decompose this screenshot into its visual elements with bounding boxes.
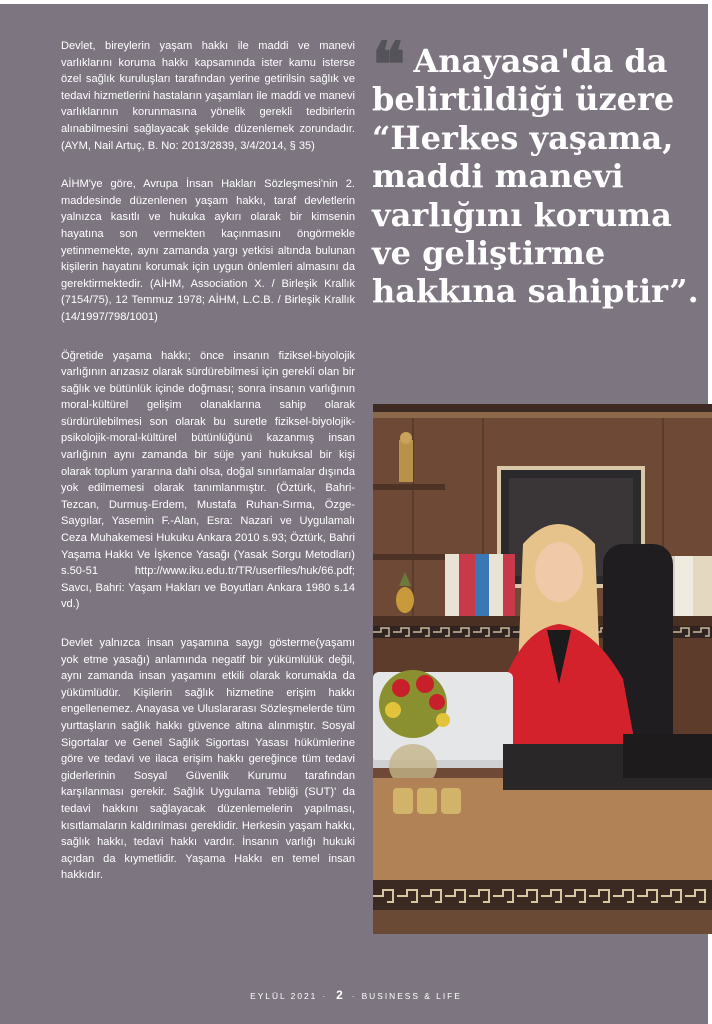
paragraph-2: AİHM'ye göre, Avrupa İnsan Hakları Sözleşmesi'nin 2. maddesinde düzenlenen yaşam hakkı, taraf devletlerin yalnızca kasıtlı ve hukuka aykırı olarak bir kimsenin hayatına son vermekten kaçınmasını öngörmekle yetinmemekte, aynı zamanda yargı yetkisi altında bulunan kişilerin hayatını korumak için uygun önlemleri almasını da gerektirmektedir. (AİHM, Association X. / Birleşik Krallık (7154/75), 12 Temmuz 1978; AİHM, L.C.B. / Birleşik Krallık (14/1997/798/1001) [61,178,355,323]
paragraph-1: Devlet, bireylerin yaşam hakkı ile maddi ve manevi varlıklarını koruma hakkı kapsamında ister kamu isterse özel sağlık kuruluşları tarafından yerine getirilsin sağlık ve tedavi hizmetlerini hastaların yaşamları ile maddi ve manevi varlıklarının korunmasına yönelik gerekli tedbirlerin alınabilmesini sağlayacak şekilde düzenlemek zorundadır. (AYM, Nail Artuç, B. No: 2013/2839, 3/4/2014, § 35) [61,40,355,152]
top-margin [0,0,712,4]
page-footer [0,988,712,1002]
footer-magazine: BUSINESS & LIFE [361,991,462,1001]
pull-quote-text: Anayasa'da da belirtildiği üzere “Herkes yaşama, maddi manevi varlığını koruma ve geliştirme hakkına sahiptir”. [372,42,699,311]
article-body [61,38,355,906]
paragraph-3: Öğretide yaşama hakkı; önce insanın fiziksel-biyolojik varlığının arızasız olarak sürdürebilmesi için gerekli olan bir sağlık ve bütünlük içinde doğması; sonra insanın varlığının moral-kültürel gelişim olanaklarına sahip olarak sürdürülebilmesi son olarak bu suretle fiziksel-biyolojik-psikolojik-moral-kültürel bütünlüğünü kazanmış insan varlığının aynı zamanda bir süje yani hukuksal bir kişi olarak toplum yararına dahi olsa, doğal sınırlamalar dışında yok edilmemesi olarak tanımlanmıştır. (Öztürk, Bahri-Tezcan, Durmuş-Erdem, Mustafa Ruhan-Sırma, Özge-Saygılar, Yasemin F.-Alan, Esra: Nazari ve Uygulamalı Ceza Muhakemesi Hukuku Ankara 2010 s.93; Öztürk, Bahri Yaşama Hakkı Ve İşkence Yasağı (Yasak Sorgu Metodları) s.50-51 http://www.iku.edu.tr/TR/userfiles/huk/66.pdf; Savcı, Bahri: Yaşam Hakları ve Boyutları Ankara 1980 s.14 vd.) [61,349,355,611]
footer-dot-icon: · [322,991,328,1001]
footer-dot-icon: · [351,991,357,1001]
office-illustration [373,404,712,934]
quote-mark-icon: ❝ [372,28,406,101]
lawyer-photo [373,404,712,934]
page-number: 2 [336,988,343,1002]
footer-month: EYLÜL 2021 [250,991,318,1001]
paragraph-4: Devlet yalnızca insan yaşamına saygı gösterme(yaşamı yok etme yasağı) anlamında negatif bir yükümlülük değil, aynı zamanda insan yaşamını etkili olarak korumakla da yükümlüdür. Kişilerin sağlık hizmetine erişim hakkı engellenemez. Anayasa ve Uluslararası Sözleşmelerde tüm yurttaşların sağlık hakkı güvence altına alınmıştır. Sosyal Sigortalar ve Genel Sağlık Sigortası Yasası hükümlerine göre ve tedavi ve ilaca erişim hakkı gereğince tüm tedavi giderlerinin Sosyal Güvenlik Kurumu tarafından karşılanması gerekir. Sağlık Uygulama Tebliği (SUT)' da tedavi hakkını sağlayacak düzenlemelerin yapılması, kısıtlamaların kaldırılması gereklidir. Herkesin yaşam hakkı, sağlık hakkı, tedavi hakkı vardır. İnsanın varlığı hukuki açıdan da kıymetlidir. Yaşama Hakkı en temel insan hakkıdır. [61,637,355,882]
pull-quote [372,28,702,311]
